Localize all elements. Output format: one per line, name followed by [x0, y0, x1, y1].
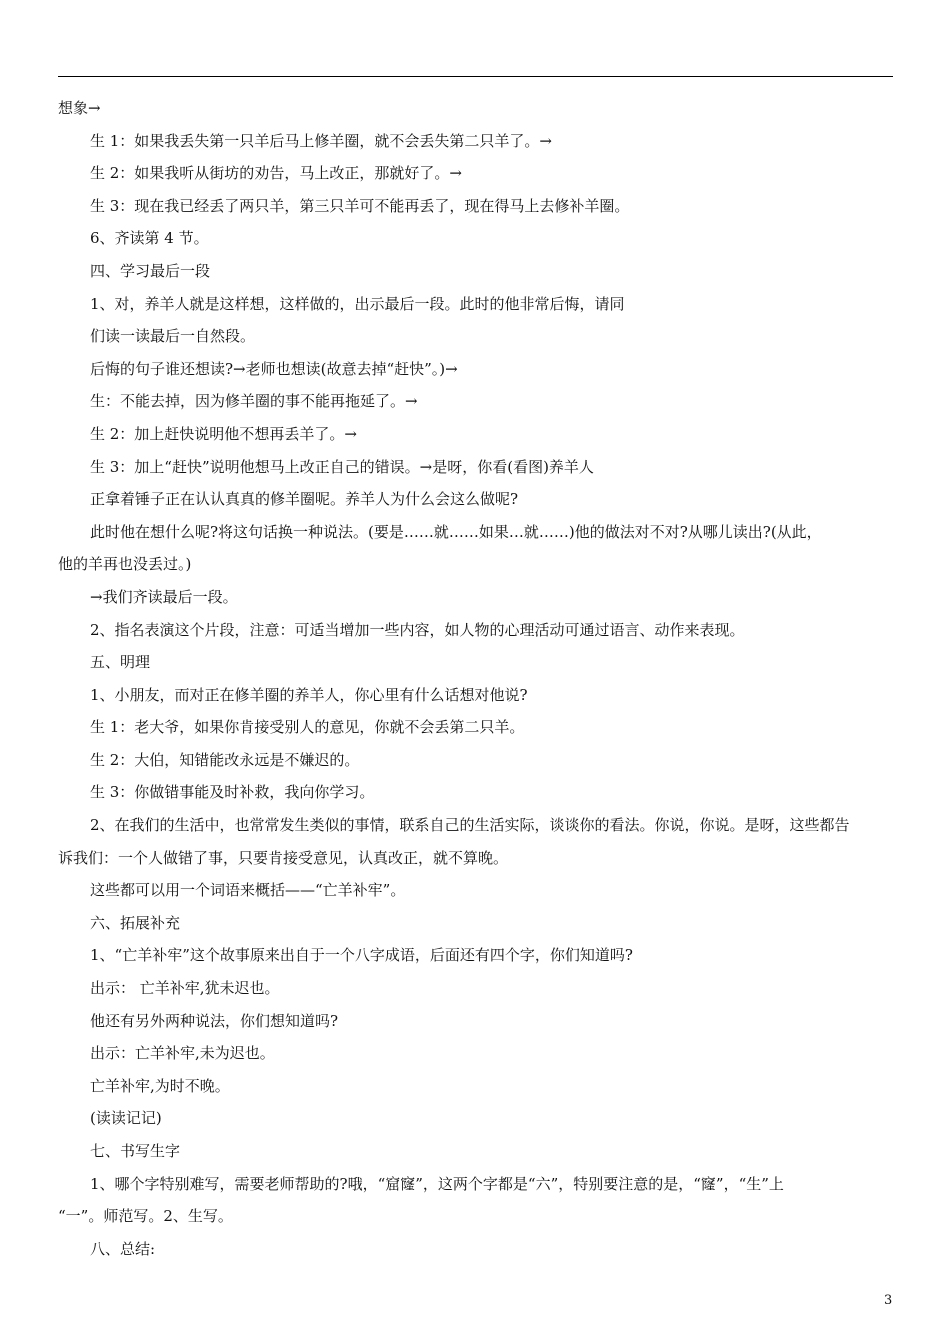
paragraph-line: 1、对，养羊人就是这样想，这样做的，出示最后一段。此时的他非常后悔，请同	[90, 294, 625, 313]
paragraph-line: 2、指名表演这个片段，注意：可适当增加一些内容，如人物的心理活动可通过语言、动作来表现。	[90, 620, 745, 639]
paragraph-line: 七、书写生字	[90, 1142, 181, 1160]
paragraph-line: 正拿着锤子正在认认真真的修羊圈呢。养羊人为什么会这么做呢?	[90, 490, 519, 509]
page-number: 3	[884, 1293, 893, 1308]
paragraph-line: 此时他在想什么呢?将这句话换一种说法。(要是……就……如果…就……)他的做法对不对?从哪儿读出?(从此，	[90, 522, 822, 541]
paragraph-line: 生 2：如果我听从街坊的劝告，马上改正，那就好了。→	[90, 164, 462, 183]
paragraph-line: 生：不能去掉，因为修羊圈的事不能再拖延了。→	[90, 392, 418, 411]
paragraph-line: 生 2：大伯，知错能改永远是不嫌迟的。	[90, 750, 360, 769]
paragraph-line: 八、总结:	[90, 1239, 156, 1258]
paragraph-line: 诉我们：一个人做错了事，只要肯接受意见，认真改正，就不算晚。	[58, 848, 509, 867]
paragraph-line: 生 1：老大爷，如果你肯接受别人的意见，你就不会丢第二只羊。	[90, 718, 525, 737]
paragraph-line: 出示： 亡羊补牢,犹未迟也。	[90, 979, 280, 998]
header-rule	[58, 76, 893, 77]
paragraph-line: 五、明理	[90, 653, 151, 672]
paragraph-line: 1、“亡羊补牢”这个故事原来出自于一个八字成语，后面还有四个字，你们知道吗?	[90, 946, 633, 965]
document-body	[58, 92, 898, 1265]
paragraph-line: 生 3：加上“赶快”说明他想马上改正自己的错误。→是呀，你看(看图)养羊人	[90, 457, 594, 476]
paragraph-line: (读读记记)	[90, 1109, 162, 1128]
paragraph-line: 生 2：加上赶快说明他不想再丢羊了。→	[90, 424, 357, 443]
paragraph-line: 想象→	[58, 99, 101, 117]
paragraph-line: 1、哪个字特别难写，需要老师帮助的?哦，“窟窿”，这两个字都是“六”，特别要注意的是，“窿”，“生”上	[90, 1174, 784, 1193]
paragraph-line: 六、拓展补充	[90, 913, 181, 932]
paragraph-line: “一”。师范写。2、生写。	[58, 1207, 233, 1226]
paragraph-line: 1、小朋友，而对正在修羊圈的养羊人，你心里有什么话想对他说?	[90, 685, 528, 704]
paragraph-line: 们读一读最后一自然段。	[90, 327, 256, 346]
paragraph-line: 他的羊再也没丢过。)	[58, 555, 192, 574]
paragraph-line: 他还有另外两种说法，你们想知道吗?	[90, 1011, 339, 1030]
paragraph-line: 生 3：现在我已经丢了两只羊，第三只羊可不能再丢了，现在得马上去修补羊圈。	[90, 196, 630, 215]
paragraph-line: 四、学习最后一段	[90, 261, 211, 280]
paragraph-line: 亡羊补牢,为时不晚。	[90, 1076, 230, 1095]
paragraph-line: 2、在我们的生活中，也常常发生类似的事情，联系自己的生活实际，谈谈你的看法。你说，你说。是呀，这些都告	[90, 816, 850, 835]
paragraph-line: 6、齐读第 4 节。	[90, 229, 209, 248]
paragraph-line: →我们齐读最后一段。	[90, 587, 238, 606]
paragraph-line: 这些都可以用一个词语来概括——“亡羊补牢”。	[90, 881, 406, 900]
paragraph-line: 出示：亡羊补牢,未为迟也。	[90, 1044, 275, 1063]
paragraph-line: 生 3：你做错事能及时补救，我向你学习。	[90, 783, 375, 802]
paragraph-line: 生 1：如果我丢失第一只羊后马上修羊圈，就不会丢失第二只羊了。→	[90, 131, 552, 150]
paragraph-line: 后悔的句子谁还想读?→老师也想读(故意去掉“赶快”。)→	[90, 359, 458, 378]
